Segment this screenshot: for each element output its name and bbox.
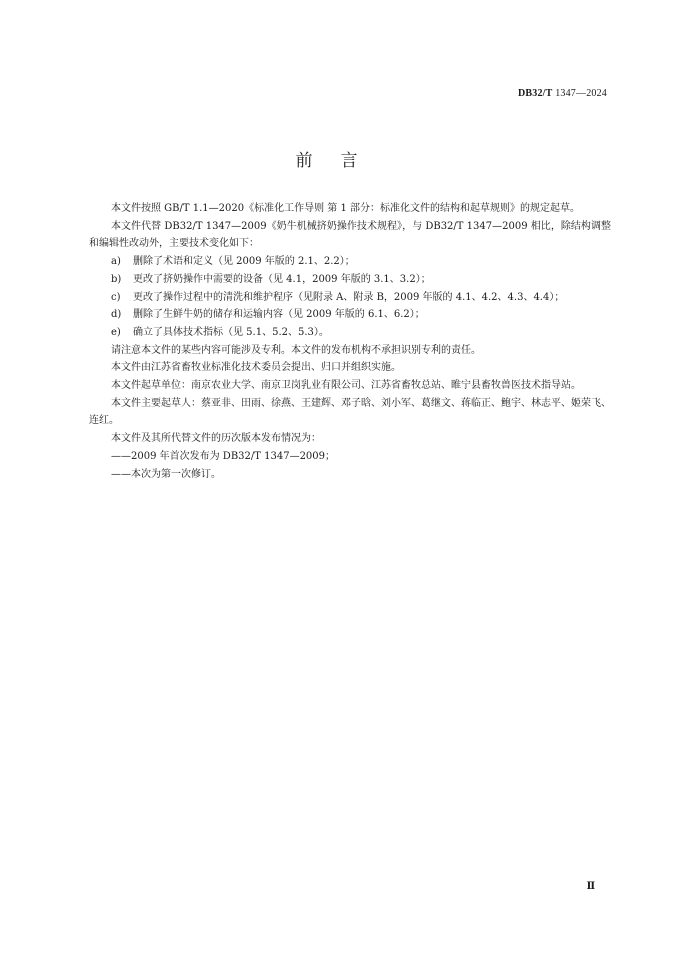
list-item xyxy=(89,289,611,307)
list-marker: b) xyxy=(111,273,122,285)
document-code-number: 1347—2024 xyxy=(552,88,607,99)
list-item-text: 删除了生鲜牛奶的储存和运输内容（见 2009 年版的 6.1、6.2）； xyxy=(133,309,425,321)
list-marker: c) xyxy=(111,291,121,303)
paragraph-drafters: 本文件主要起草人：蔡亚非、田雨、徐燕、王建辉、邓子晗、刘小军、葛继文、蒋临正、鲍宇、林志平、姬荣飞、连红。 xyxy=(89,397,611,427)
paragraph-proposer: 本文件由江苏省畜牧业标准化技术委员会提出、归口并组织实施。 xyxy=(111,362,401,374)
list-item xyxy=(89,306,611,324)
document-code-prefix: DB32/T xyxy=(517,88,553,99)
paragraph-drafting-rules: 本文件按照 GB/T 1.1—2020《标准化工作导则 第 1 部分：标准化文件的结构和起草规则》的规定起草。 xyxy=(111,203,580,214)
list-item xyxy=(89,271,611,289)
list-marker: d) xyxy=(111,309,122,321)
list-item xyxy=(89,253,611,271)
list-item-text: 更改了挤奶操作中需要的设备（见 4.1，2009 年版的 3.1、3.2）； xyxy=(133,273,431,285)
page-title: 前言 xyxy=(295,151,386,171)
list-item-text: 确立了具体技术指标（见 5.1、5.2、5.3）。 xyxy=(133,326,329,338)
paragraph-drafting-units: 本文件起草单位：南京农业大学、南京卫岗乳业有限公司、江苏省畜牧总站、睢宁县畜牧兽医技术指导站。 xyxy=(111,380,581,392)
list-item-text: 更改了操作过程中的清洗和维护程序（见附录 A、附录 B，2009 年版的 4.1、4.2、4.3、4.4）； xyxy=(133,291,565,303)
document-code xyxy=(518,88,607,99)
list-item-text: 删除了术语和定义（见 2009 年版的 2.1、2.2）； xyxy=(133,256,355,268)
paragraph-replacement: 本文件代替 DB32/T 1347—2009《奶牛机械挤奶操作技术规程》，与 DB32/T 1347—2009 相比，除结构调整和编辑性改动外，主要技术变化如下： xyxy=(89,220,611,250)
version-history-item: ——2009 年首次发布为 DB32/T 1347—2009； xyxy=(111,450,336,462)
list-item xyxy=(89,324,611,342)
foreword-body xyxy=(89,200,611,483)
version-history-item: ——本次为第一次修订。 xyxy=(111,468,221,480)
page-number: Ⅱ xyxy=(586,881,595,892)
list-marker: a) xyxy=(111,256,121,268)
paragraph-version-history: 本文件及其所代替文件的历次版本发布情况为： xyxy=(111,433,321,445)
paragraph-patent-notice: 请注意本文件的某些内容可能涉及专利。本文件的发布机构不承担识别专利的责任。 xyxy=(111,344,481,356)
list-marker: e) xyxy=(111,326,121,338)
